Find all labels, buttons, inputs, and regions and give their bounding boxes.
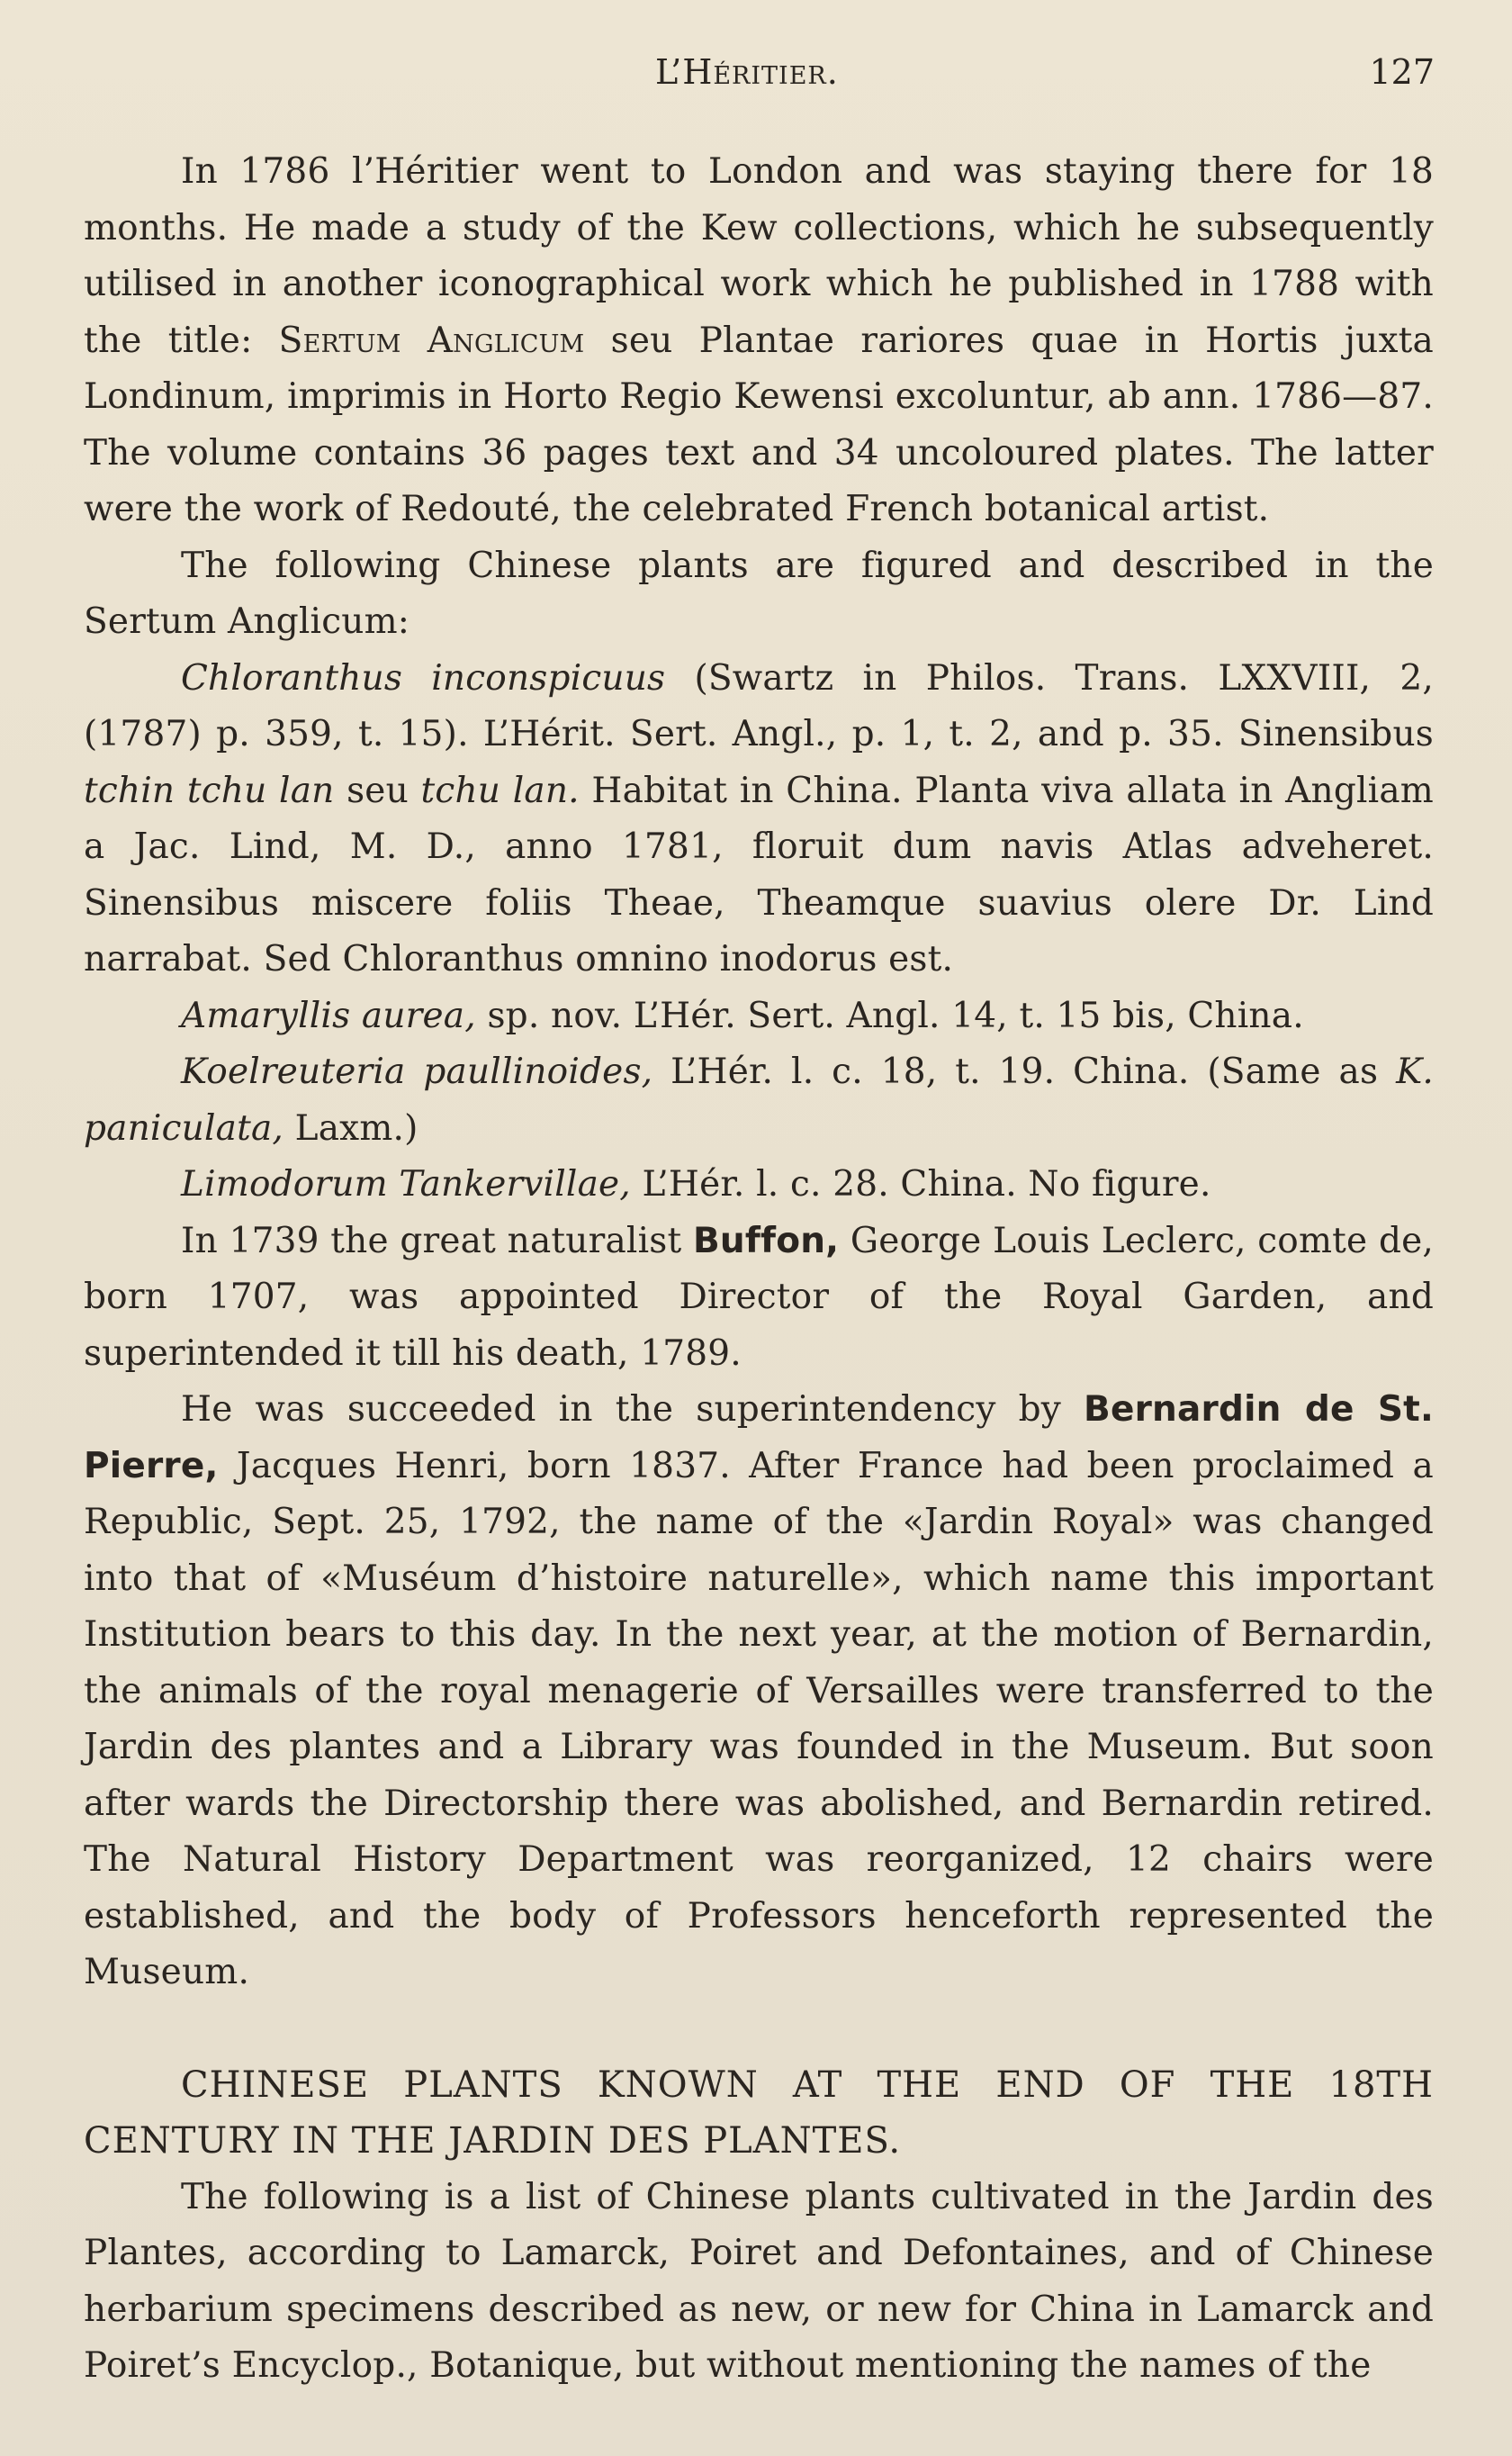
text-run: George Louis Leclerc, comte de, born 1707, was appointed Director of the Royal Garden, and superintended it till his death, 1789. <box>84 1220 1434 1374</box>
paragraph-bernardin <box>84 1382 1434 2001</box>
running-head <box>0 52 1512 106</box>
text-run: He was succeeded in the superintendency by <box>181 1389 1084 1430</box>
entry-amaryllis <box>84 989 1434 1045</box>
body-text <box>84 144 1434 2395</box>
chinese-name: tchin tchu lan <box>84 770 335 811</box>
species-name: Amaryllis aurea, <box>181 995 476 1036</box>
text-run: L’Hér. l. c. 28. China. No figure. <box>630 1164 1211 1205</box>
paragraph-buffon <box>84 1214 1434 1383</box>
text-run: sp. nov. L’Hér. Sert. Angl. 14, t. 15 bis, China. <box>475 995 1304 1036</box>
page-number: 127 <box>1369 52 1435 92</box>
text-run: seu <box>334 770 421 811</box>
text-run: In 1739 the great naturalist <box>181 1220 693 1261</box>
paragraph-lheritier-london <box>84 144 1434 538</box>
text-run: L’Hér. l. c. 18, t. 19. China. (Same as <box>652 1052 1397 1092</box>
species-name: K. paniculata, <box>84 1052 1434 1149</box>
species-name: Chloranthus inconspicuus <box>181 657 666 699</box>
book-title-sertum-anglicum: Sertum Anglicum <box>278 320 585 361</box>
running-title: L’Héritier. <box>655 52 839 92</box>
chinese-name: tchu lan. <box>420 770 580 811</box>
entry-chloranthus <box>84 651 1434 989</box>
paragraph-following-list: The following is a list of Chinese plants cultivated in the Jardin des Plantes, according to Lamarck, Poiret and Defontaines, and of Chinese herbarium specimens described as new, or new for China in Lamarck and Poiret’s Encyclop., Botanique, but without mentioning the names of the <box>84 2176 1434 2386</box>
text-run: seu Plantae rariores quae in Hortis juxta Londinum, imprimis in Horto Regio Kewensi excoluntur, ab ann. 1786—87. The volume contains 36 pages text and 34 uncoloured plates. The latter were the work of Redouté, the celebrated French botanical artist. <box>84 320 1435 529</box>
text-run: Habitat in China. Planta viva allata in Angliam a Jac. Lind, M. D., anno 1781, floruit dum navis Atlas adveheret. Sinensibus miscere foliis Theae, Theamque suavius olere Dr. Lind narrabat. Sed Chloranthus omnino inodorus est. <box>84 770 1434 980</box>
species-name: Koelreuteria paullinoides, <box>181 1052 653 1092</box>
text-run: (Swartz in Philos. Trans. LXXVIII, 2, (1787) p. 359, t. 15). L’Hérit. Sert. Angl., p. 1, t. 2, and p. 35. Sinensibus <box>84 657 1434 754</box>
text-run: In 1786 l’Héritier went to London and was staying there for 18 months. He made a study of the Kew collections, which he subsequently utilised in another iconographical work which he published in 1788 with the title: <box>84 151 1434 361</box>
entry-koelreuteria <box>84 1044 1434 1157</box>
paragraph-following-plants: The following Chinese plants are figured and described in the Sertum Anglicum: <box>84 545 1434 642</box>
text-run: Jacques Henri, born 1837. After France had been proclaimed a Republic, Sept. 25, 1792, the name of the «Jardin Royal» was changed into that of «Muséum d’histoire naturelle», which name this important Institution bears to this day. In the next year, at the motion of Bernardin, the animals of the royal menagerie of Versailles were transferred to the Jardin des plantes and a Library was founded in the Museum. But soon after wards the Directorship there was abolished, and Bernardin retired. The Natural History Department was reorganized, 12 chairs were established, and the body of Professors henceforth represented the Museum. <box>84 1445 1434 1992</box>
text-run: Laxm.) <box>284 1107 418 1149</box>
person-name-bernardin: Bernardin de St. Pierre, <box>84 1389 1434 1486</box>
person-name-buffon: Buffon, <box>693 1220 840 1261</box>
entry-limodorum <box>84 1157 1434 1214</box>
species-name: Limodorum Tankervillae, <box>181 1164 631 1205</box>
section-heading: CHINESE PLANTS KNOWN AT THE END OF THE 18TH CENTURY IN THE JARDIN DES PLANTES. <box>84 2063 1434 2162</box>
